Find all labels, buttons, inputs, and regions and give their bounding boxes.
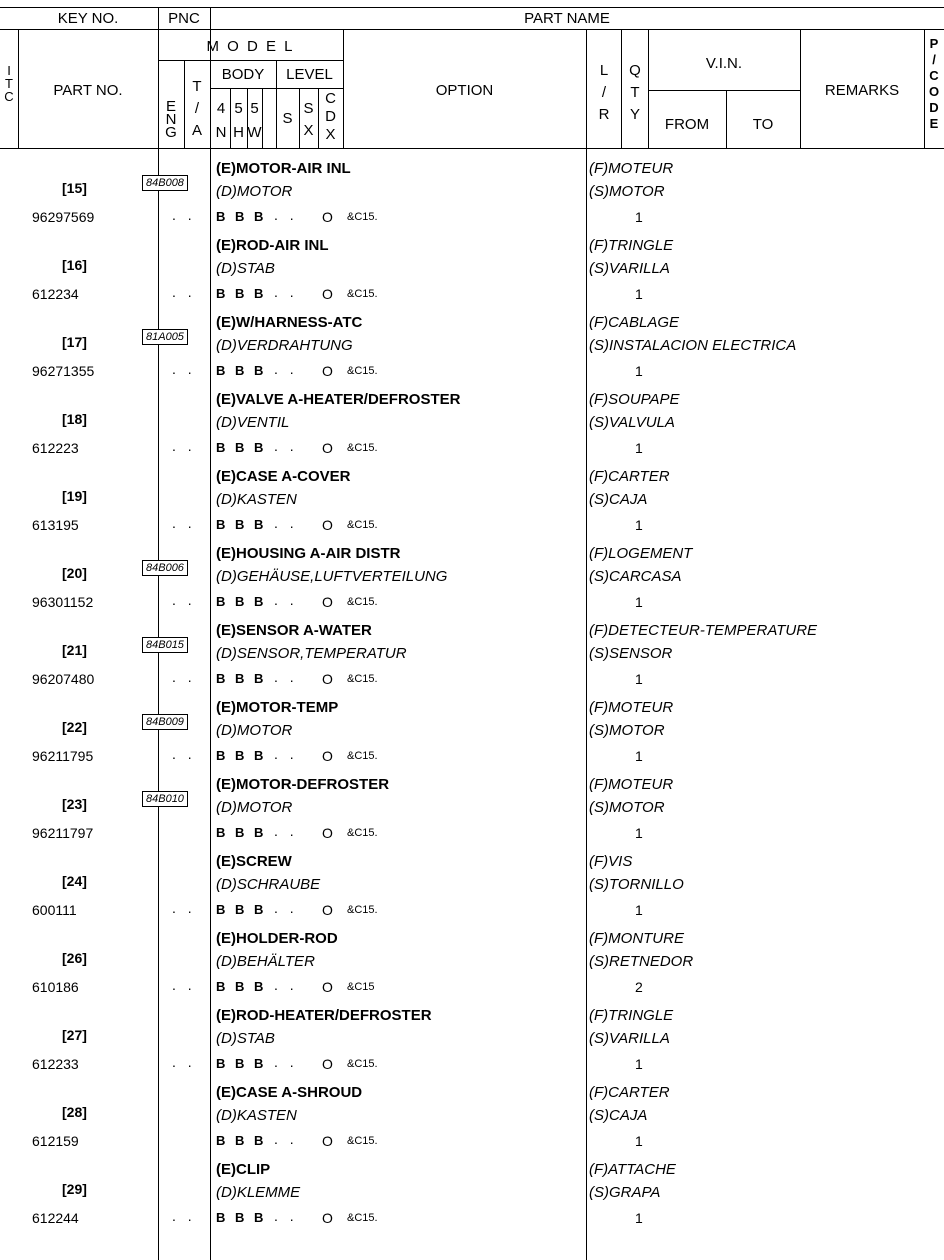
quantity: 1 [635,671,643,687]
body-codes: B B B [216,825,267,840]
part-name-german: (D)MOTOR [216,183,293,200]
option-code: &C15. [347,673,378,685]
level-dots: . . [274,515,298,531]
part-number: 96297569 [32,209,95,225]
part-number: 600111 [32,902,77,918]
level-dots: . . [274,977,298,993]
level-dots: . . [274,823,298,839]
level-cdx-mark: O [322,825,333,841]
part-number: 96207480 [32,671,95,687]
model-header: M O D E L [206,38,295,55]
level-cdx-mark: O [322,671,333,687]
key-no: [28] [62,1104,87,1120]
key-no: [27] [62,1027,87,1043]
part-entry [0,1007,944,1084]
part-name-spanish: (S)INSTALACION ELECTRICA [589,337,797,354]
part-number: 612233 [32,1056,79,1072]
pnc-code: 81A005 [142,329,188,345]
part-entry [0,699,944,776]
part-name-german: (D)SCHRAUBE [216,876,321,893]
key-no-header: KEY NO. [57,10,119,27]
part-name-french: (F)SOUPAPE [589,391,680,408]
key-no: [23] [62,796,87,812]
level-cdx-mark: O [322,209,333,225]
key-no: [15] [62,180,87,196]
part-name-header: PART NAME [524,10,610,27]
eng-ta-dots: . . [172,438,196,454]
part-name-spanish: (S)RETNEDOR [589,953,694,970]
level-cdx-mark: O [322,1210,333,1226]
eng-header: E N G [165,98,177,141]
part-name-french: (F)MOTEUR [589,699,674,716]
quantity: 1 [635,1056,643,1072]
level-cdx-mark: O [322,594,333,610]
vin-header: V.I.N. [705,55,743,72]
part-entry [0,391,944,468]
part-name-english: (E)HOUSING A-AIR DISTR [216,545,401,562]
part-entry [0,314,944,391]
body-codes: B B B [216,286,267,301]
option-code: &C15. [347,365,378,377]
part-name-french: (F)LOGEMENT [589,545,693,562]
option-code: &C15. [347,750,378,762]
part-name-german: (D)VERDRAHTUNG [216,337,353,354]
part-name-german: (D)MOTOR [216,799,293,816]
part-name-german: (D)KASTEN [216,491,297,508]
key-no: [17] [62,334,87,350]
vin-from-header: FROM [664,116,710,133]
part-name-french: (F)MOTEUR [589,776,674,793]
level-dots: . . [274,592,298,608]
level-cdx-mark: O [322,1133,333,1149]
option-code: &C15. [347,1212,378,1224]
part-name-french: (F)MOTEUR [589,160,674,177]
part-name-german: (D)BEHÄLTER [216,953,315,970]
level-cdx-mark: O [322,440,333,456]
part-entry [0,1161,944,1238]
qty-header: Q T Y [629,62,641,123]
eng-ta-dots: . . [172,515,196,531]
option-code: &C15. [347,442,378,454]
part-number: 612223 [32,440,79,456]
body-codes: B B B [216,748,267,763]
option-code: &C15. [347,288,378,300]
eng-ta-dots: . . [172,900,196,916]
key-no: [20] [62,565,87,581]
pnc-code: 84B006 [142,560,188,576]
quantity: 2 [635,979,643,995]
part-name-spanish: (S)VARILLA [589,260,670,277]
level-cdx-header: C D X [325,90,336,143]
part-name-english: (E)ROD-HEATER/DEFROSTER [216,1007,432,1024]
part-name-german: (D)KLEMME [216,1184,301,1201]
body-codes: B B B [216,671,267,686]
quantity: 1 [635,902,643,918]
part-name-english: (E)SCREW [216,853,292,870]
part-name-french: (F)MONTURE [589,930,684,947]
level-cdx-mark: O [322,286,333,302]
level-cdx-mark: O [322,979,333,995]
itc-header: I T C [4,63,14,104]
pnc-header: PNC [168,10,200,27]
body-header: BODY [221,66,265,83]
level-cdx-mark: O [322,902,333,918]
part-entry [0,1084,944,1161]
option-code: &C15. [347,1058,378,1070]
part-name-spanish: (S)VALVULA [589,414,675,431]
part-number: 96211797 [32,825,94,841]
body-codes: B B B [216,209,267,224]
part-name-english: (E)HOLDER-ROD [216,930,338,947]
option-code: &C15. [347,596,378,608]
option-header: OPTION [435,82,494,99]
body-codes: B B B [216,517,267,532]
part-number: 613195 [32,517,79,533]
level-cdx-mark: O [322,1056,333,1072]
part-name-spanish: (S)SENSOR [589,645,673,662]
part-name-spanish: (S)CAJA [589,491,648,508]
pnc-code: 84B008 [142,175,188,191]
part-number: 96301152 [32,594,94,610]
quantity: 1 [635,748,643,764]
option-code: &C15. [347,827,378,839]
body-codes: B B B [216,363,267,378]
part-entry [0,622,944,699]
option-code: &C15 [347,981,375,993]
part-entry [0,160,944,237]
lr-header: L / R [598,62,610,123]
part-entry [0,930,944,1007]
part-number: 96211795 [32,748,94,764]
level-dots: . . [274,438,298,454]
part-name-spanish: (S)MOTOR [589,183,665,200]
key-no: [16] [62,257,87,273]
level-dots: . . [274,900,298,916]
part-name-english: (E)MOTOR-AIR INL [216,160,351,177]
body-codes: B B B [216,1210,267,1225]
part-name-german: (D)MOTOR [216,722,293,739]
part-name-english: (E)ROD-AIR INL [216,237,329,254]
eng-ta-dots: . . [172,1208,196,1224]
part-number: 610186 [32,979,79,995]
pnc-code: 84B009 [142,714,188,730]
part-name-french: (F)ATTACHE [589,1161,676,1178]
key-no: [26] [62,950,87,966]
quantity: 1 [635,209,643,225]
part-entry [0,853,944,930]
part-name-french: (F)VIS [589,853,633,870]
level-dots: . . [274,1208,298,1224]
eng-ta-dots: . . [172,284,196,300]
body-4n-header: 4 N [215,100,227,141]
part-number: 612244 [32,1210,79,1226]
key-no: [19] [62,488,87,504]
key-no: [24] [62,873,87,889]
part-name-french: (F)CABLAGE [589,314,680,331]
part-name-english: (E)MOTOR-TEMP [216,699,339,716]
part-entry [0,545,944,622]
eng-ta-dots: . . [172,977,196,993]
body-codes: B B B [216,440,267,455]
part-number: 96271355 [32,363,95,379]
option-code: &C15. [347,904,378,916]
key-no: [21] [62,642,87,658]
option-code: &C15. [347,1135,378,1147]
part-name-german: (D)VENTIL [216,414,290,431]
body-5h-header: 5 H [233,100,244,141]
eng-ta-dots: . . [172,1054,196,1070]
part-name-french: (F)TRINGLE [589,237,674,254]
quantity: 1 [635,1133,643,1149]
part-name-english: (E)CASE A-SHROUD [216,1084,363,1101]
key-no: [29] [62,1181,87,1197]
body-codes: B B B [216,1133,267,1148]
part-entry [0,468,944,545]
ta-header: T / A [191,78,202,139]
part-entry [0,237,944,314]
level-header: LEVEL [286,66,333,83]
quantity: 1 [635,286,643,302]
level-dots: . . [274,284,298,300]
level-cdx-mark: O [322,363,333,379]
pnc-code: 84B010 [142,791,188,807]
eng-ta-dots: . . [172,746,196,762]
level-sx-header: S X [303,100,314,139]
part-name-spanish: (S)CAJA [589,1107,648,1124]
key-no: [18] [62,411,87,427]
body-5w-header: 5 W [247,100,262,141]
eng-ta-dots: . . [172,592,196,608]
body-codes: B B B [216,594,267,609]
quantity: 1 [635,517,643,533]
body-codes: B B B [216,979,267,994]
key-no: [22] [62,719,87,735]
quantity: 1 [635,825,643,841]
part-name-german: (D)KASTEN [216,1107,297,1124]
part-name-french: (F)CARTER [589,468,670,485]
part-name-spanish: (S)CARCASA [589,568,682,585]
part-name-english: (E)SENSOR A-WATER [216,622,372,639]
part-name-english: (E)VALVE A-HEATER/DEFROSTER [216,391,461,408]
part-number: 612234 [32,286,79,302]
quantity: 1 [635,440,643,456]
pcode-header: P / C O D E [928,36,940,131]
part-name-spanish: (S)GRAPA [589,1184,661,1201]
quantity: 1 [635,594,643,610]
part-name-german: (D)STAB [216,260,275,277]
level-s-header: S [282,110,293,127]
part-no-header: PART NO. [53,82,123,99]
pnc-code: 84B015 [142,637,188,653]
remarks-header: REMARKS [824,82,900,99]
level-cdx-mark: O [322,517,333,533]
part-name-german: (D)STAB [216,1030,275,1047]
body-codes: B B B [216,902,267,917]
part-name-english: (E)MOTOR-DEFROSTER [216,776,390,793]
part-entry [0,776,944,853]
eng-ta-dots: . . [172,361,196,377]
option-code: &C15. [347,211,378,223]
quantity: 1 [635,363,643,379]
level-cdx-mark: O [322,748,333,764]
quantity: 1 [635,1210,643,1226]
option-code: &C15. [347,519,378,531]
level-dots: . . [274,669,298,685]
part-name-french: (F)TRINGLE [589,1007,674,1024]
part-name-german: (D)GEHÄUSE,LUFTVERTEILUNG [216,568,448,585]
part-number: 612159 [32,1133,79,1149]
part-name-spanish: (S)TORNILLO [589,876,684,893]
level-dots: . . [274,1054,298,1070]
eng-ta-dots: . . [172,669,196,685]
part-name-spanish: (S)MOTOR [589,799,665,816]
part-name-english: (E)CLIP [216,1161,271,1178]
part-name-french: (F)CARTER [589,1084,670,1101]
vin-to-header: TO [752,116,774,133]
part-name-english: (E)W/HARNESS-ATC [216,314,363,331]
level-dots: . . [274,207,298,223]
part-name-english: (E)CASE A-COVER [216,468,351,485]
part-name-spanish: (S)MOTOR [589,722,665,739]
eng-ta-dots: . . [172,207,196,223]
part-name-spanish: (S)VARILLA [589,1030,670,1047]
part-name-french: (F)DETECTEUR-TEMPERATURE [589,622,818,639]
body-codes: B B B [216,1056,267,1071]
level-dots: . . [274,1131,298,1147]
part-name-german: (D)SENSOR,TEMPERATUR [216,645,407,662]
level-dots: . . [274,746,298,762]
level-dots: . . [274,361,298,377]
